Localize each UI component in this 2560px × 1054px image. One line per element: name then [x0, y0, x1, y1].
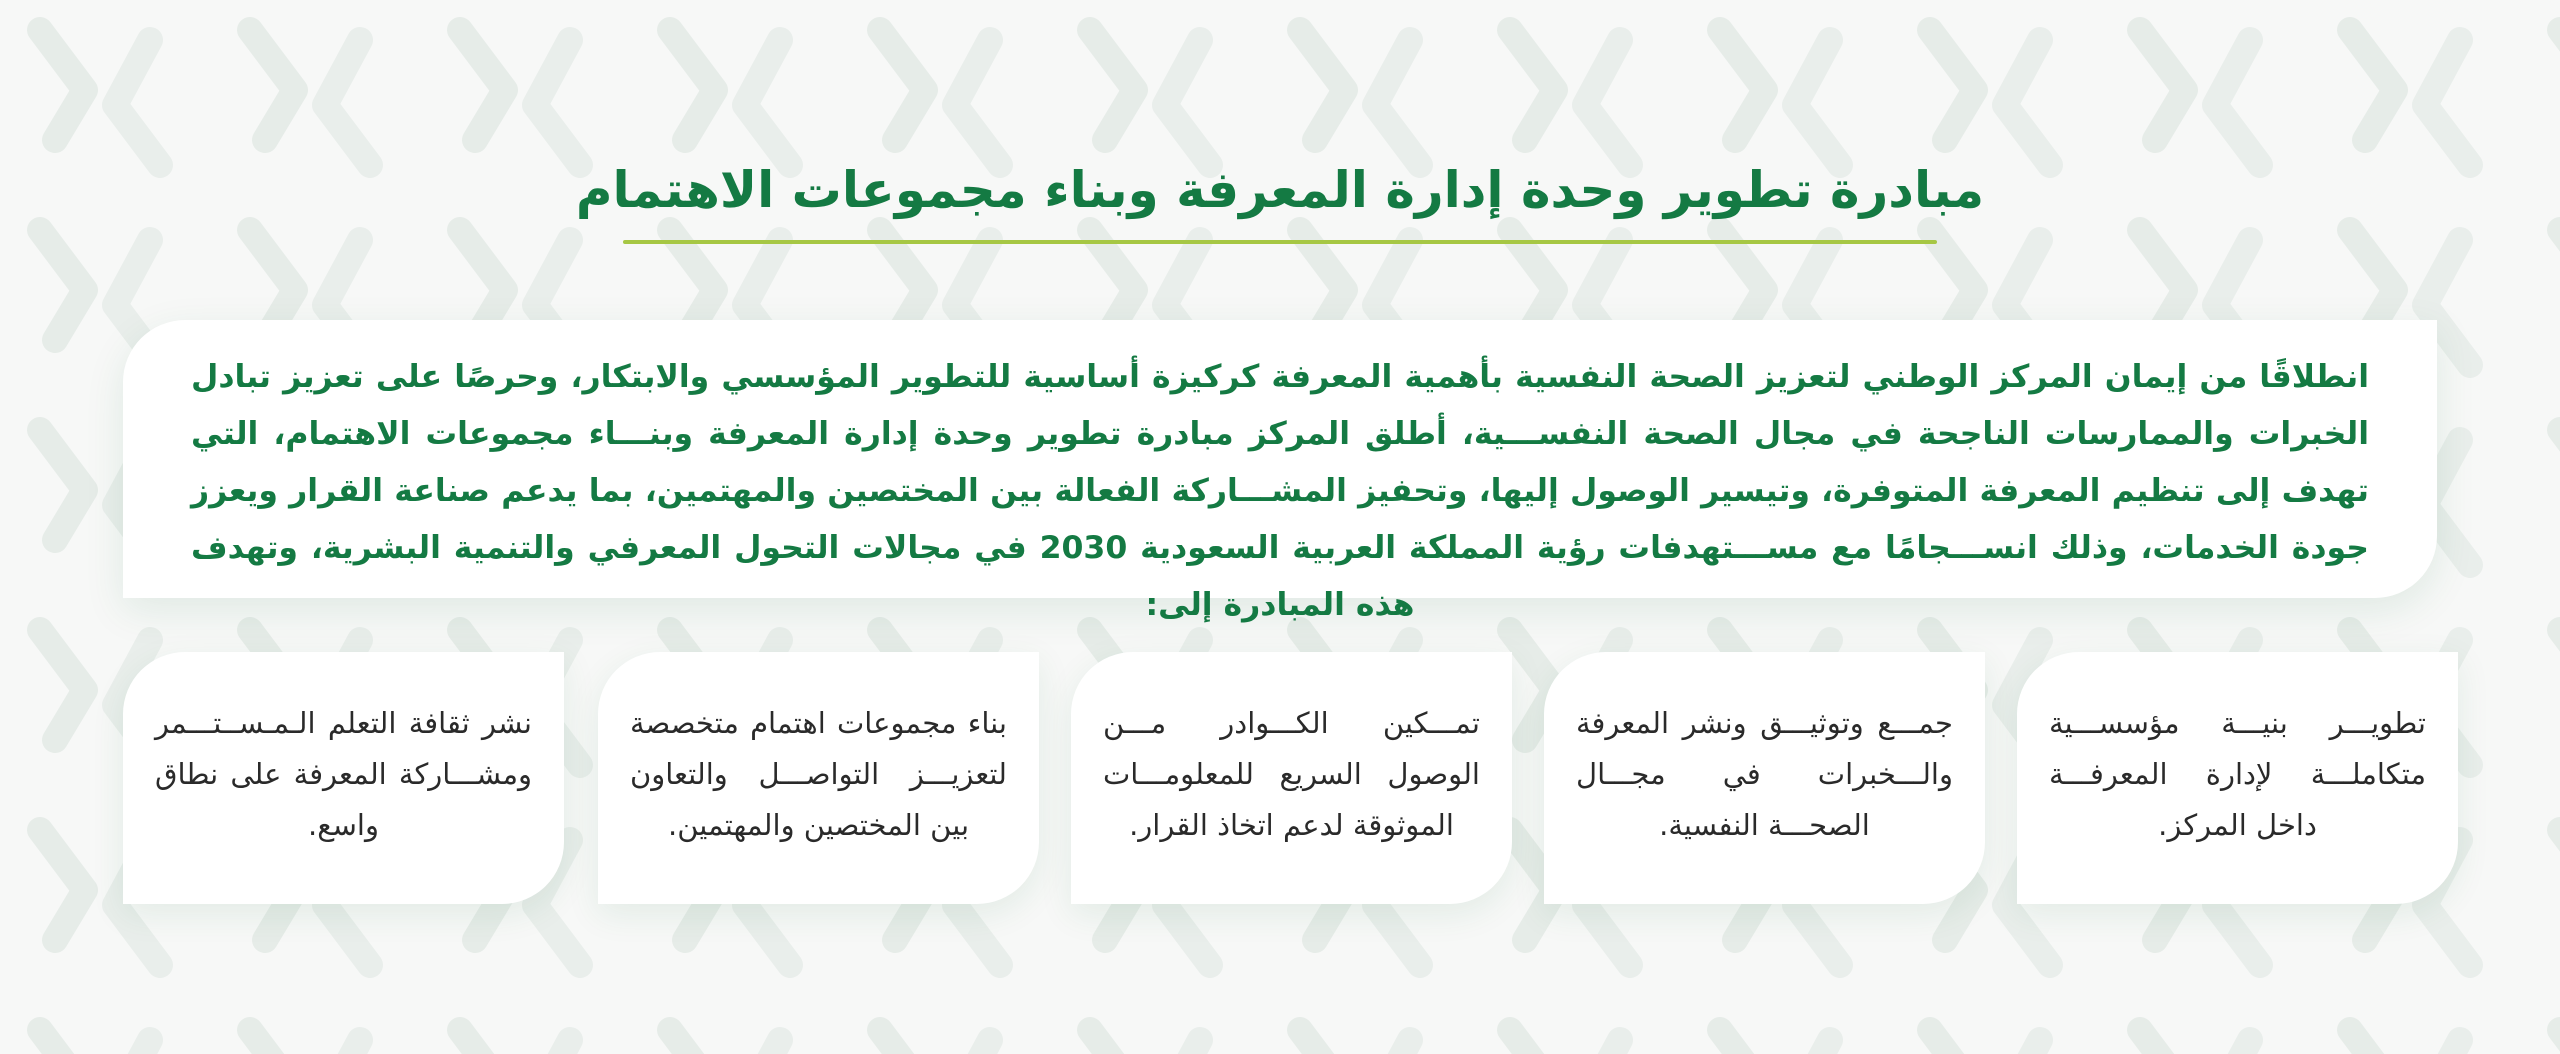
page-title: مبادرة تطوير وحدة إدارة المعرفة وبناء مجموعات الاهتمام	[575, 161, 1985, 219]
intro-card	[123, 320, 2437, 623]
title-underline	[623, 240, 1937, 244]
goal-card-2	[1544, 652, 1985, 904]
goal-text: تطويـــر بنيـــة مؤسســـية متكاملـــة لإدارة المعرفـــة داخل المركز.	[2049, 706, 2426, 842]
goal-card-1	[2017, 652, 2458, 904]
goal-card-5	[123, 652, 564, 904]
goal-text: جمـــع وتوثيـــق ونشر المعرفة والـــخبرات في مجـــال الصحـــة النفسية.	[1576, 706, 1953, 842]
goal-text: نشر ثقافة التعلم الـمـســتـــمر ومشـــاركة المعرفة على نطاق واسع.	[155, 706, 532, 842]
goal-text: بناء مجموعات اهتمام متخصصة لتعزيـــز التواصـــل والتعاون بين المختصين والمهتمين.	[630, 706, 1007, 842]
goal-card-3	[1071, 652, 1512, 904]
goal-text: تمـــكين الكـــوادر مـــن الوصول السريع للمعلومـــات الموثوقة لدعم اتخاذ القرار.	[1103, 706, 1480, 842]
intro-paragraph: انطلاقًا من إيمان المركز الوطني لتعزيز الصحة النفسية بأهمية المعرفة كركيزة أساسية للتطوير المؤسسي والابتكار، وحرصًا على تعزيز تبادل الخبرات والممارسات الناجحة في مجال الصحة النفســـية، أطلق المركز مبادرة تطوير وحدة إدارة المعرفة وبنـــاء مجموعات الاهتمام، التي تهدف إلى تنظيم المعرفة المتوفرة، وتيسير الوصول إليها، وتحفيز المشـــاركة الفعالة بين المختصين والمهتمين، بما يدعم صناعة القرار ويعزز جودة الخدمات، وذلك انســـجامًا مع مســـتهدفات رؤية المملكة العربية السعودية 2030 في مجالات التحول المعرفي والتنمية البشرية، وتهدف هذه المبادرة إلى:	[191, 359, 2370, 623]
goal-card-4	[598, 652, 1039, 904]
goals-cards	[0, 652, 2560, 904]
